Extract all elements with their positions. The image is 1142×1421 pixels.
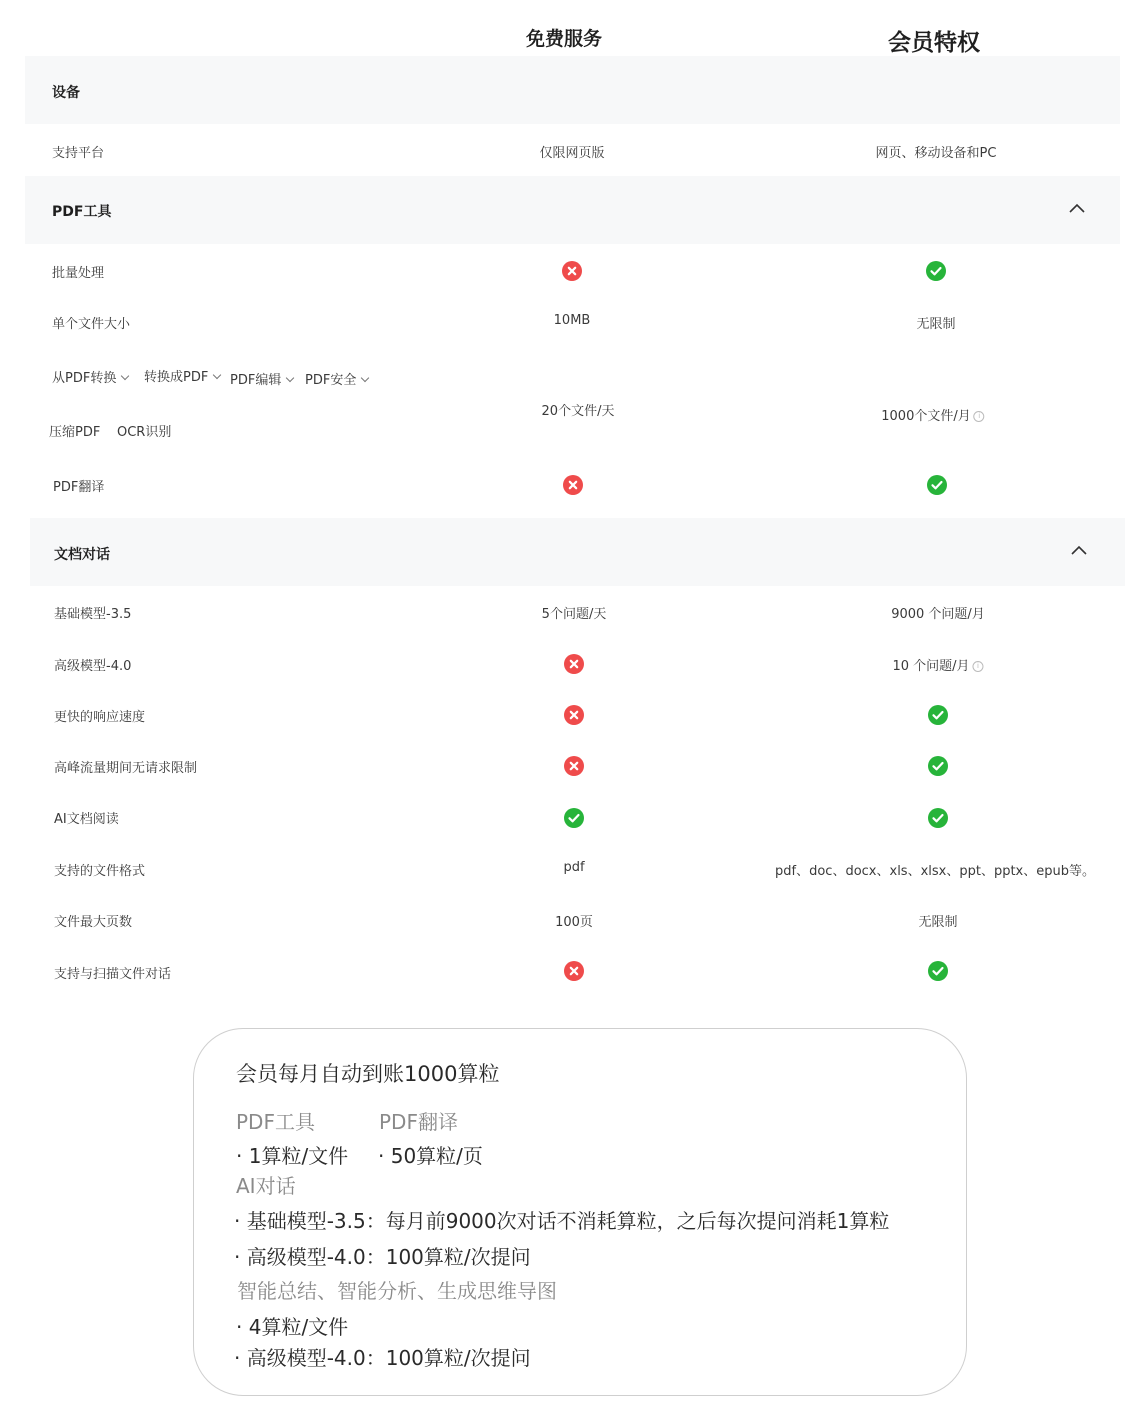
cross-icon (564, 756, 584, 776)
platform-label: 支持平台 (52, 146, 105, 161)
chevron-down-icon (213, 371, 221, 379)
tab-pdf-security-label: PDF安全 (305, 373, 357, 388)
cross-icon (563, 475, 583, 495)
section-chat-header[interactable] (30, 518, 1125, 586)
check-icon (926, 261, 946, 281)
check-icon (927, 475, 947, 495)
max-pages-label: 文件最大页数 (54, 915, 133, 930)
formats-vip-value: pdf、doc、docx、xls、xlsx、ppt、pptx、epub等。 (775, 864, 1095, 879)
basic-model-vip-value: 9000 个问题/月 (891, 607, 985, 622)
info-icon[interactable]: i (974, 411, 985, 422)
basic-model-cost: · 基础模型-3.5：每月前9000次对话不消耗算粒，之后每次提问消耗1算粒 (234, 1209, 890, 1233)
ai-chat-heading: AI对话 (236, 1174, 296, 1198)
adv-model-vip-text: 10 个问题/月 (892, 659, 970, 674)
check-icon (928, 808, 948, 828)
peak-label: 高峰流量期间无请求限制 (54, 761, 198, 776)
credits-title: 会员每月自动到账1000算粒 (236, 1062, 500, 1086)
check-icon (928, 756, 948, 776)
platform-free-value: 仅限网页版 (539, 146, 605, 161)
speed-label: 更快的响应速度 (54, 710, 146, 725)
conversion-free-value: 20个文件/天 (541, 404, 615, 419)
platform-vip-value: 网页、移动设备和PC (875, 146, 997, 161)
tab-to-pdf-label: 转换成PDF (144, 370, 209, 385)
chevron-down-icon (286, 374, 294, 382)
tab-to-pdf[interactable] (144, 366, 220, 385)
cross-icon (564, 705, 584, 725)
smart-features-heading: 智能总结、智能分析、生成思维导图 (237, 1279, 557, 1303)
cross-icon (564, 654, 584, 674)
pdf-tools-heading: PDF工具 (236, 1110, 315, 1134)
section-chat-title: 文档对话 (54, 547, 110, 563)
section-pdf-header[interactable] (25, 176, 1120, 244)
free-column-header: 免费服务 (526, 28, 603, 50)
chevron-up-icon[interactable] (1069, 203, 1085, 213)
formats-free-value: pdf (563, 860, 585, 875)
chevron-down-icon (121, 372, 129, 380)
pdf-tools-cost: · 1算粒/文件 (236, 1144, 349, 1168)
filesize-label: 单个文件大小 (52, 317, 131, 332)
cross-icon (564, 961, 584, 981)
tab-from-pdf-label: 从PDF转换 (52, 371, 117, 386)
adv-model-vip-value (892, 655, 983, 674)
tool-compress-pdf[interactable]: 压缩PDF (49, 425, 101, 440)
pdf-translate-heading: PDF翻译 (379, 1110, 458, 1134)
formats-label: 支持的文件格式 (54, 864, 146, 879)
filesize-free-value: 10MB (553, 313, 591, 328)
cross-icon (562, 261, 582, 281)
check-icon (928, 961, 948, 981)
basic-model-label: 基础模型-3.5 (54, 607, 132, 622)
batch-label: 批量处理 (52, 266, 105, 281)
tab-from-pdf[interactable] (52, 367, 128, 386)
translate-label: PDF翻译 (53, 480, 105, 495)
vip-column-header: 会员特权 (888, 30, 980, 56)
filesize-vip-value: 无限制 (916, 317, 956, 332)
chevron-up-icon[interactable] (1071, 545, 1087, 555)
tool-ocr[interactable]: OCR识别 (117, 425, 172, 440)
smart-adv-model-cost: · 高级模型-4.0：100算粒/次提问 (234, 1346, 531, 1370)
smart-features-cost: · 4算粒/文件 (236, 1315, 349, 1339)
tab-pdf-edit[interactable] (230, 369, 293, 388)
ai-read-label: AI文档阅读 (54, 812, 119, 827)
pdf-translate-cost: · 50算粒/页 (378, 1144, 483, 1168)
conversion-vip-value (881, 405, 984, 424)
section-device-header (25, 56, 1120, 124)
max-pages-vip-value: 无限制 (918, 915, 958, 930)
adv-model-cost: · 高级模型-4.0：100算粒/次提问 (234, 1245, 531, 1269)
basic-model-free-value: 5个问题/天 (541, 607, 607, 622)
adv-model-label: 高级模型-4.0 (54, 659, 132, 674)
section-device-title: 设备 (52, 85, 80, 101)
chevron-down-icon (361, 374, 369, 382)
conversion-vip-text: 1000个文件/月 (881, 409, 971, 424)
scan-label: 支持与扫描文件对话 (54, 967, 172, 982)
check-icon (564, 808, 584, 828)
info-icon[interactable]: i (973, 661, 984, 672)
tab-pdf-edit-label: PDF编辑 (230, 373, 282, 388)
check-icon (928, 705, 948, 725)
max-pages-free-value: 100页 (555, 915, 593, 930)
section-pdf-title: PDF工具 (52, 204, 112, 220)
tab-pdf-security[interactable] (305, 369, 368, 388)
